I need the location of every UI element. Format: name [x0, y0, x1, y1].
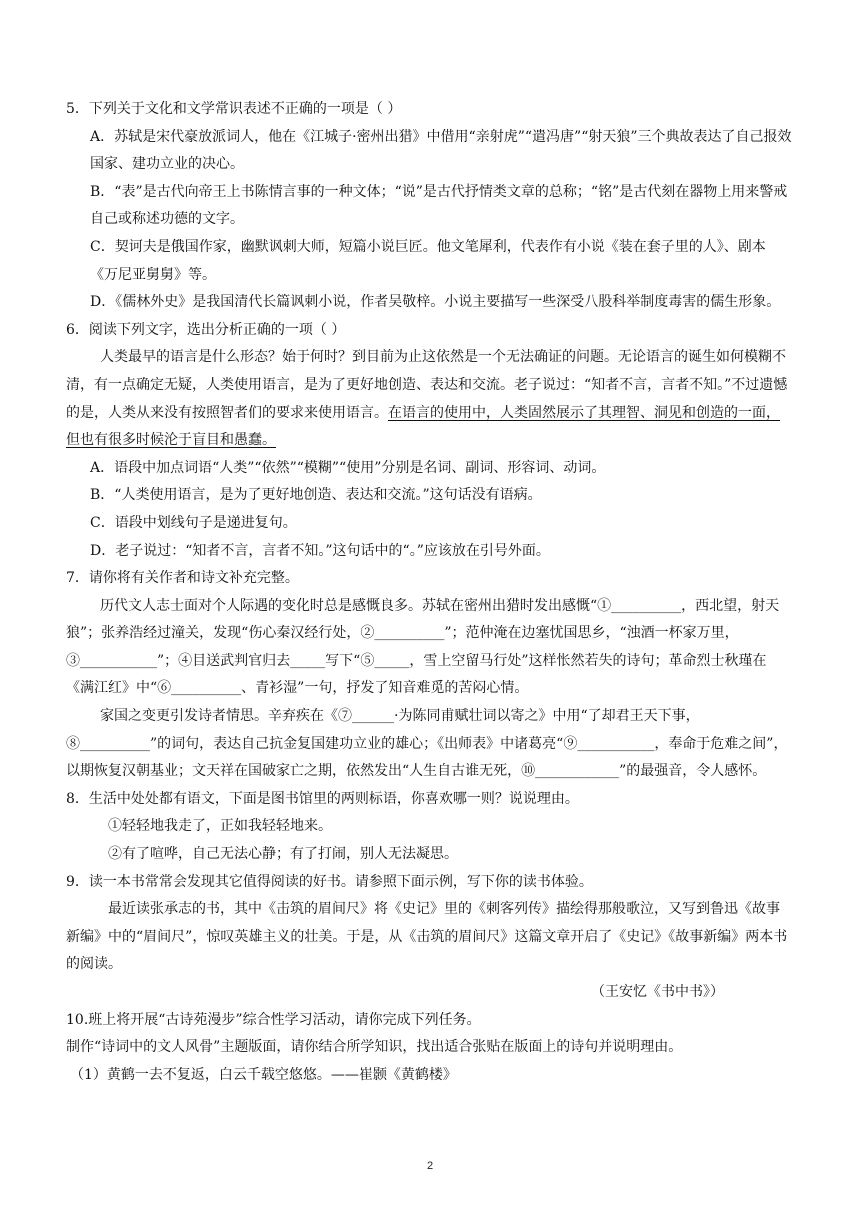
page-number: 2: [426, 1160, 434, 1172]
question-5-option-b: B．“表”是古代向帝王上书陈情言事的一种文体；“说”是古代抒情类文章的总称；“铭”是古代刻在器物上用来警戒自己或称述功德的文字。: [90, 183, 788, 228]
underlined-sentence: 在语言的使用中，人类固然展示了其理智、洞见和创造的一面，但也有很多时候沦于盲目和愚蠢。: [66, 404, 780, 449]
question-6-option-d: D．老子说过：“知者不言，言者不知。”这句话中的“。”应该放在引号外面。: [90, 542, 550, 559]
slogan-2: ②有了喧哗，自己无法心静；有了打闹，别人无法凝思。: [108, 846, 458, 863]
page-content: [66, 96, 792, 1089]
question-6-option-a: A．语段中加点词语“人类”“依然”“模糊”“使用”分别是名词、副词、形容词、动词。: [90, 459, 606, 476]
question-5-option-c: C．契诃夫是俄国作家，幽默讽刺大师，短篇小说巨匠。他文笔犀利，代表作有小说《装在套子里的人》、剧本《万尼亚舅舅》等。: [90, 238, 766, 283]
question-7-stem: 7．请你将有关作者和诗文补充完整。: [66, 570, 299, 587]
question-6-option-c: C．语段中划线句子是递进复句。: [90, 514, 297, 531]
question-6-passage: [66, 344, 792, 454]
question-10-task: 制作“诗词中的文人风骨”主题版面，请你结合所学知识，找出适合张贴在版面上的诗句并说明理由。: [66, 1039, 683, 1056]
question-7-paragraph-1: 历代文人志士面对个人际遇的变化时总是感慨良多。苏轼在密州出猎时发出感慨“①__________，西北望，射天狼”；张养浩经过潼关，发现“伤心秦汉经行处，②__________”；范仲淹在边塞忧国思乡，“浊酒一杯家万里，③___________”；④目送武判官归去_____写下“⑤_____，雪上空留马行处”这样怅然若失的诗句；革命烈士秋瑾在《满江红》中“⑥__________、青衫湿”一句，抒发了知音难觅的苦闷心情。: [66, 597, 780, 697]
question-5-stem: 5．下列关于文化和文学常识表述不正确的一项是（ ）: [66, 101, 402, 117]
slogan-1: ①轻轻地我走了，正如我轻轻地来。: [108, 818, 332, 835]
question-5-option-a: A．苏轼是宋代豪放派词人，他在《江城子·密州出猎》中借用“亲射虎”“遣冯唐”“射天狼”三个典故表达了自己报效国家、建功立业的决心。: [90, 128, 792, 173]
question-10-item-1: （1）黄鹤一去不复返，白云千载空悠悠。——崔颢《黄鹤楼》: [70, 1066, 457, 1083]
question-9-source: （王安忆《书中书》）: [591, 984, 724, 1000]
question-7-paragraph-2: 家国之变更引发诗者情思。辛弃疾在《⑦______·为陈同甫赋壮词以寄之》中用“了却君王天下事，⑧__________”的词句，表达自己抗金复国建功立业的雄心；《出师表》中诸葛亮“⑨___________，奉命于危难之间”，以期恢复汉朝基业；文天祥在国破家亡之期，依然发出“人生自古谁无死，⑩____________”的最强音，令人感怀。: [66, 708, 788, 780]
question-10-stem: 10.班上将开展“古诗苑漫步”综合性学习活动，请你完成下列任务。: [66, 1011, 481, 1028]
question-9-stem: 9．读一本书常常会发现其它值得阅读的好书。请参照下面示例，写下你的读书体验。: [66, 873, 593, 890]
question-8-stem: 8．生活中处处都有语文，下面是图书馆里的两则标语，你喜欢哪一则？说说理由。: [66, 790, 579, 807]
question-5-option-d: D．《儒林外史》是我国清代长篇讽刺小说，作者吴敬梓。小说主要描写一些深受八股科举制度毒害的儒生形象。: [90, 294, 781, 311]
question-9-example: 最近读张承志的书，其中《击筑的眉间尺》将《史记》里的《刺客列传》描绘得那般歌泣，又写到鲁迅《故事新编》中的“眉间尺”，惊叹英雄主义的壮美。于是，从《击筑的眉间尺》这篇文章开启了《史记》《故事新编》两本书的阅读。: [66, 901, 788, 973]
question-6-option-b: B．“人类使用语言，是为了更好地创造、表达和交流。”这句话没有语病。: [90, 487, 542, 504]
question-6-stem: 6．阅读下列文字，选出分析正确的一项（ ）: [66, 321, 346, 338]
passage-text: 人类最早的语言是什么形态？始于何时？到目前为止这依然是一个无法确证的问题。无论语言的诞生如何模糊不清，有一点确定无疑，人类使用语言，是为了更好地创造、表达和交流。老子说过：“知者不言，言者不知。”不过遗憾的是，人类从来没有按照智者们的要求来使用语言。: [66, 349, 788, 421]
